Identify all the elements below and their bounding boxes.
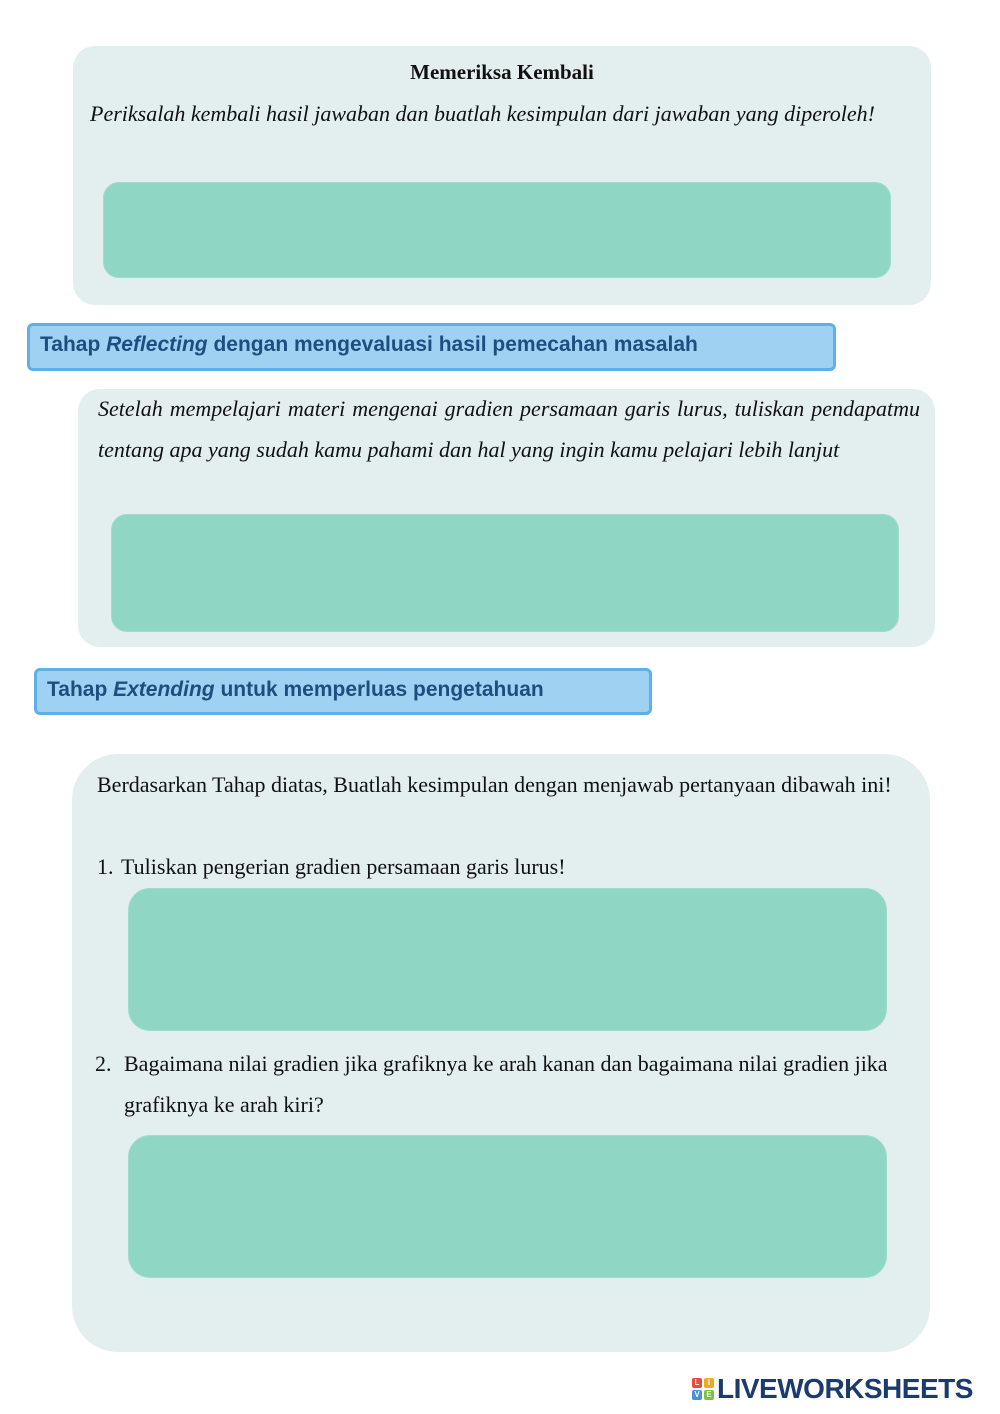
question-1-answer-box[interactable] — [128, 888, 887, 1031]
question-1 — [97, 846, 915, 887]
question-2-number: 2. — [95, 1051, 112, 1076]
reflecting-answer-box[interactable] — [111, 514, 899, 632]
liveworksheets-logo — [692, 1374, 973, 1404]
extending-intro: Berdasarkan Tahap diatas, Buatlah kesimpulan dengan menjawab pertanyaan dibawah ini! — [97, 772, 892, 797]
question-2 — [95, 1043, 915, 1125]
check-instruction: Periksalah kembali hasil jawaban dan buatlah kesimpulan dari jawaban yang diperoleh! — [90, 101, 876, 126]
logo-mark-icon — [692, 1378, 714, 1400]
question-1-text: Tuliskan pengerian gradien persamaan garis lurus! — [121, 854, 566, 879]
check-title: Memeriksa Kembali — [410, 60, 594, 84]
check-answer-box[interactable] — [103, 182, 891, 278]
extending-banner-suffix: untuk memperluas pengetahuan — [214, 678, 544, 701]
question-2-answer-box[interactable] — [128, 1135, 887, 1278]
logo-text: LIVEWORKSHEETS — [717, 1373, 973, 1404]
extending-banner-emphasis: Extending — [113, 678, 215, 701]
extending-banner-prefix: Tahap — [47, 678, 114, 701]
reflecting-banner-emphasis: Reflecting — [106, 333, 208, 356]
reflecting-banner-prefix: Tahap — [40, 333, 107, 356]
extending-banner — [34, 668, 652, 715]
reflecting-banner-suffix: dengan mengevaluasi hasil pemecahan masalah — [207, 333, 698, 356]
reflecting-instruction: Setelah mempelajari materi mengenai gradien persamaan garis lurus, tuliskan pendapatmu tentang apa yang sudah kamu pahami dan hal yang ingin kamu pelajari lebih lanjut — [98, 396, 920, 462]
logo-letter-v: V — [692, 1390, 702, 1400]
reflecting-banner — [27, 323, 836, 371]
logo-letter-l: L — [692, 1378, 702, 1388]
logo-letter-e: E — [704, 1390, 714, 1400]
question-1-number: 1. — [97, 854, 114, 879]
question-2-text: Bagaimana nilai gradien jika grafiknya ke arah kanan dan bagaimana nilai gradien jika grafiknya ke arah kiri? — [124, 1051, 888, 1117]
logo-letter-i: I — [704, 1378, 714, 1388]
